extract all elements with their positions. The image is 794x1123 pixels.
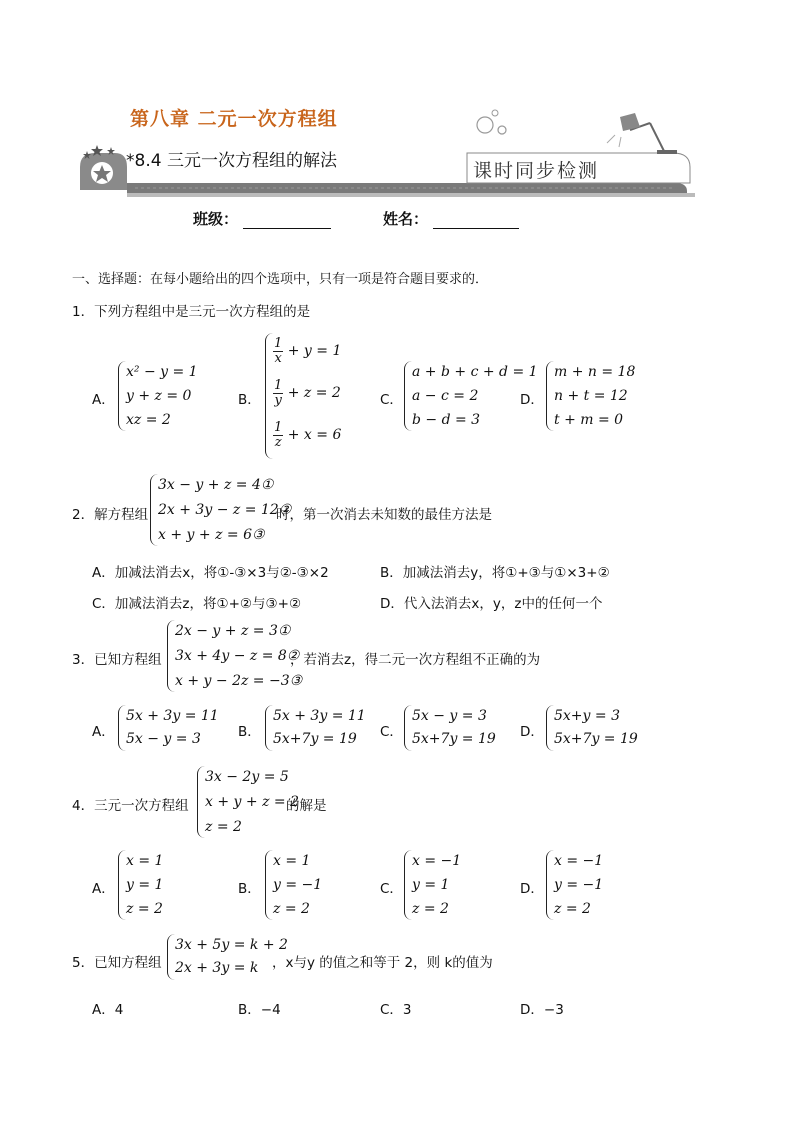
q5-system xyxy=(167,934,288,980)
equation: 5x − y = 3 xyxy=(412,708,487,724)
fraction: $\frac{1}{x}$ xyxy=(274,336,283,366)
q4-option-a-label[interactable]: A． xyxy=(92,881,115,897)
equation: x = 1 xyxy=(273,853,311,869)
lesson-title: *8.4 三元一次方程组的解法 xyxy=(126,151,337,171)
q2-option-d[interactable]: D．代入法消去x，y，z中的任何一个 xyxy=(380,596,603,612)
equation: 5x + 3y = 11 xyxy=(126,708,219,724)
equation: 2x + 3y = k xyxy=(175,960,259,976)
q4-option-d-label[interactable]: D． xyxy=(520,881,544,897)
equation: x + y + z = 6③ xyxy=(158,527,265,543)
q4-option-b-label[interactable]: B． xyxy=(238,881,261,897)
equation: z = 2 xyxy=(412,901,449,917)
badge-label: 课时同步检测 xyxy=(473,160,600,182)
q3-suffix: ，若消去z，得二元一次方程组不正确的为 xyxy=(290,652,541,668)
equation: 5x + 3y = 11 xyxy=(273,708,366,724)
q2-option-c[interactable]: C．加减法消去z，将①+②与③+② xyxy=(92,596,302,612)
q2-system xyxy=(150,474,292,546)
equation: + y = 1 xyxy=(287,343,342,360)
section-title: 一、选择题：在每小题给出的四个选项中，只有一项是符合题目要求的． xyxy=(72,272,489,287)
equation: 5x+7y = 19 xyxy=(412,731,496,747)
equation: x² − y = 1 xyxy=(126,364,198,380)
name-blank[interactable] xyxy=(433,212,519,229)
equation: 5x+7y = 19 xyxy=(554,731,638,747)
equation: y = 1 xyxy=(412,877,450,893)
q5-option-a[interactable]: A．4 xyxy=(92,1002,124,1018)
q3-option-a-label[interactable]: A． xyxy=(92,724,115,740)
equation: a + b + c + d = 1 xyxy=(412,364,538,380)
equation: x + y + z = 2 xyxy=(205,794,299,810)
q5-option-b[interactable]: B．−4 xyxy=(238,1002,281,1018)
equation: y = −1 xyxy=(554,877,604,893)
q1-option-c-system xyxy=(404,361,538,431)
q3-option-c-label[interactable]: C． xyxy=(380,724,403,740)
q2-option-b[interactable]: B．加减法消去y，将①+③与①×3+② xyxy=(380,565,610,581)
q5-option-d[interactable]: D．−3 xyxy=(520,1002,564,1018)
class-field xyxy=(193,208,331,229)
equation: n + t = 12 xyxy=(554,388,628,404)
equation: b − d = 3 xyxy=(412,412,481,428)
q1-option-d-system xyxy=(546,361,637,431)
equation: 2x − y + z = 3① xyxy=(175,623,291,639)
equation: y = −1 xyxy=(273,877,323,893)
equation: t + m = 0 xyxy=(554,412,624,428)
equation: z = 2 xyxy=(205,819,242,835)
equation: 2x + 3y − z = 12② xyxy=(158,502,292,518)
q3-prefix: 3．已知方程组 xyxy=(72,652,162,668)
q1-stem: 1．下列方程组中是三元一次方程组的是 xyxy=(72,304,311,320)
q5-suffix: ，x与y 的值之和等于 2，则 k的值为 xyxy=(272,955,493,971)
q1-option-d-label[interactable]: D． xyxy=(520,392,544,408)
q4-option-a-system xyxy=(118,850,189,920)
q3-option-b-system xyxy=(265,705,366,751)
q3-option-a-system xyxy=(118,705,219,751)
equation: 3x − y + z = 4① xyxy=(158,477,274,493)
equation: m + n = 18 xyxy=(554,364,636,380)
q1-option-b-label[interactable]: B． xyxy=(238,392,261,408)
equation: + z = 2 xyxy=(287,385,341,402)
equation: 3x + 4y − z = 8② xyxy=(175,648,300,664)
fraction: $\frac{1}{y}$ xyxy=(274,378,283,408)
q2-option-a[interactable]: A．加减法消去x，将①-③×3与②-③×2 xyxy=(92,565,329,581)
q5-prefix: 5．已知方程组 xyxy=(72,955,162,971)
equation: 5x+7y = 19 xyxy=(273,731,357,747)
equation: x = −1 xyxy=(554,853,604,869)
name-label: 姓名： xyxy=(383,210,429,228)
q2-prefix: 2．解方程组 xyxy=(72,507,149,523)
q4-option-c-system xyxy=(404,850,475,920)
q3-option-c-system xyxy=(404,705,505,751)
equation: x = −1 xyxy=(412,853,462,869)
q1-option-b-system xyxy=(265,333,356,459)
q1-option-a-system xyxy=(118,361,209,431)
equation: y = 1 xyxy=(126,877,164,893)
class-label: 班级： xyxy=(193,210,239,228)
q2-suffix: 时，第一次消去未知数的最佳方法是 xyxy=(276,507,492,523)
q3-option-b-label[interactable]: B． xyxy=(238,724,261,740)
q1-option-a-label[interactable]: A． xyxy=(92,392,115,408)
equation: 3x − 2y = 5 xyxy=(205,769,289,785)
equation: x + y − 2z = −3③ xyxy=(175,673,303,689)
q4-option-d-system xyxy=(546,850,617,920)
equation: 5x − y = 3 xyxy=(126,731,201,747)
chapter-title: 第八章 二元一次方程组 xyxy=(130,108,338,130)
equation: a − c = 2 xyxy=(412,388,479,404)
equation: 5x+y = 3 xyxy=(554,708,620,724)
q4-option-c-label[interactable]: C． xyxy=(380,881,403,897)
equation: z = 2 xyxy=(273,901,310,917)
equation: 3x + 5y = k + 2 xyxy=(175,937,288,953)
q3-option-d-label[interactable]: D． xyxy=(520,724,544,740)
q3-option-d-system xyxy=(546,705,647,751)
q3-system xyxy=(167,620,303,692)
q4-option-b-system xyxy=(265,850,336,920)
equation: z = 2 xyxy=(554,901,591,917)
q4-suffix: 的解是 xyxy=(286,798,327,814)
q5-option-c[interactable]: C．3 xyxy=(380,1002,412,1018)
equation: xz = 2 xyxy=(126,412,171,428)
q1-option-c-label[interactable]: C． xyxy=(380,392,403,408)
equation: + x = 6 xyxy=(287,427,342,444)
q4-system xyxy=(197,766,298,838)
class-blank[interactable] xyxy=(243,212,331,229)
equation: z = 2 xyxy=(126,901,163,917)
equation: y + z = 0 xyxy=(126,388,192,404)
q4-prefix: 4．三元一次方程组 xyxy=(72,798,189,814)
fraction: $\frac{1}{z}$ xyxy=(274,420,283,450)
equation: x = 1 xyxy=(126,853,164,869)
name-field xyxy=(383,208,519,229)
